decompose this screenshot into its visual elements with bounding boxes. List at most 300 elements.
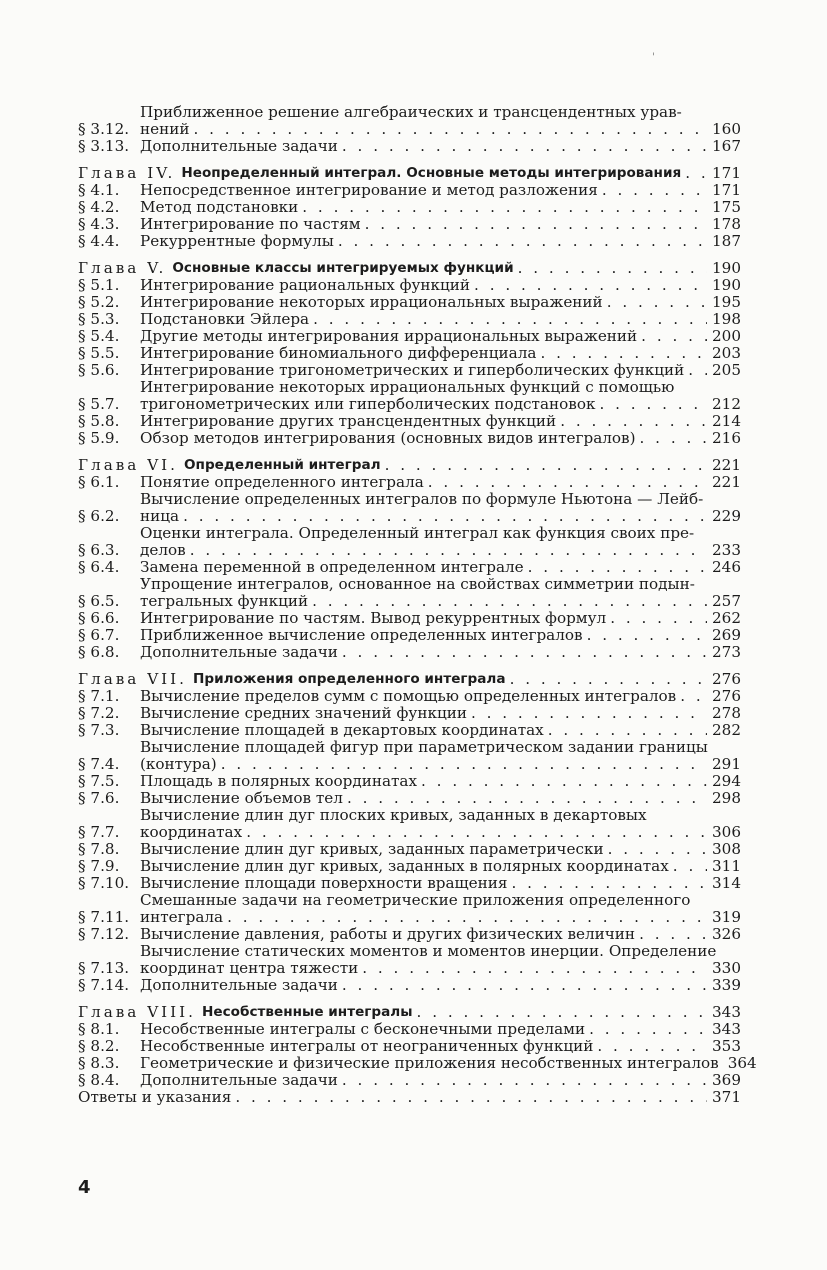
entry-line: [140, 1072, 741, 1089]
toc-entry[interactable]: [78, 474, 741, 491]
entry-body: [78, 165, 741, 182]
entry-body: [140, 362, 741, 379]
section-number: § 5.6.: [78, 361, 120, 379]
entry-title-line1: Приближенное решение алгебраических и трансцендентных урав-: [140, 103, 682, 121]
page-ref: 291: [712, 755, 741, 773]
entry-line: [140, 926, 741, 943]
entry-line: [140, 593, 741, 610]
dot-leader: [342, 1072, 707, 1089]
toc-entry[interactable]: [78, 1072, 741, 1089]
entry-title: Метод подстановки: [140, 198, 299, 216]
toc-entry[interactable]: [78, 722, 741, 739]
entry-title: Вычисление объемов тел: [140, 789, 343, 807]
section-number: § 5.3.: [78, 310, 120, 328]
entry-line: [140, 705, 741, 722]
page-ref: 343: [712, 1003, 741, 1021]
chapter-heading[interactable]: [78, 671, 741, 688]
dot-leader: [602, 182, 707, 199]
entry-title-line1: Смешанные задачи на геометрические приложения определенного: [140, 891, 691, 909]
page-ref: 282: [712, 721, 741, 739]
section-number: § 7.8.: [78, 840, 120, 858]
toc-entry[interactable]: [78, 559, 741, 576]
entry-line: [140, 977, 741, 994]
toc-entry[interactable]: [78, 138, 741, 155]
toc-entry[interactable]: [78, 773, 741, 790]
toc-entry[interactable]: [78, 182, 741, 199]
toc-entry[interactable]: [78, 379, 741, 413]
toc-entry[interactable]: [78, 926, 741, 943]
entry-line: [140, 430, 741, 447]
entry-title: Дополнительные задачи: [140, 976, 338, 994]
section-number: § 6.3.: [78, 541, 120, 559]
dot-leader: [338, 233, 707, 250]
entry-body: [140, 926, 741, 943]
toc-entry[interactable]: [78, 430, 741, 447]
dot-leader: [540, 345, 707, 362]
section-number: § 3.13.: [78, 137, 130, 155]
section-number: § 4.1.: [78, 181, 120, 199]
section-number: § 7.1.: [78, 687, 120, 705]
dot-leader: [597, 1038, 707, 1055]
page-ref: 269: [712, 626, 741, 644]
dot-leader: [365, 216, 707, 233]
page-ref: 308: [712, 840, 741, 858]
entry-title-line1: Интегрирование некоторых иррациональных функций с помощью: [140, 378, 675, 396]
entry-body: [140, 1054, 757, 1072]
dot-leader: [528, 559, 707, 576]
entry-body: [140, 491, 741, 525]
section-number: § 6.6.: [78, 609, 120, 627]
entry-line: [140, 756, 741, 773]
entry-title-line2: тегральных функций: [140, 592, 309, 610]
entry-body: [140, 739, 741, 773]
entry-title: Интегрирование других трансцендентных функций: [140, 412, 557, 430]
entry-title: Другие методы интегрирования иррациональных выражений: [140, 327, 638, 345]
entry-line: [140, 722, 741, 739]
entry-title: Вычисление средних значений функции: [140, 704, 467, 722]
page-ref: 221: [712, 456, 741, 474]
entry-body: [140, 1038, 741, 1055]
entry-title: Вычисление пределов сумм с помощью определенных интегралов: [140, 687, 677, 705]
entry-body: [140, 559, 741, 576]
dot-leader: [685, 165, 707, 182]
dot-leader: [518, 260, 707, 277]
entry-body: [140, 688, 741, 705]
dot-leader: [302, 199, 707, 216]
entry-body: [140, 277, 741, 294]
entry-line: [78, 1089, 741, 1106]
table-of-contents: [78, 103, 757, 1106]
entry-line: [140, 233, 741, 250]
page-ref: 276: [712, 687, 741, 705]
section-number: § 4.2.: [78, 198, 120, 216]
toc-entry[interactable]: [78, 807, 741, 841]
page-number: 4: [78, 1177, 91, 1198]
toc-entry[interactable]: [78, 328, 741, 345]
toc-entry[interactable]: [78, 1021, 741, 1038]
section-number: § 7.10.: [78, 874, 130, 892]
dot-leader: [587, 627, 707, 644]
entry-body: [140, 233, 741, 250]
entry-body: [78, 1004, 741, 1021]
chapter-label: Глава IV.: [78, 164, 176, 182]
entry-body: [140, 892, 741, 926]
chapter-heading[interactable]: [78, 260, 741, 277]
entry-body: [140, 610, 741, 627]
entry-line: [78, 1004, 741, 1021]
entry-title: Дополнительные задачи: [140, 643, 338, 661]
dot-leader: [342, 138, 707, 155]
chapter-label: Глава VII.: [78, 670, 187, 688]
dot-leader: [347, 790, 707, 807]
entry-line: [140, 858, 741, 875]
section-number: § 7.2.: [78, 704, 120, 722]
entry-title: Вычисление длин дуг кривых, заданных в полярных координатах: [140, 857, 669, 875]
page-ref: 221: [712, 473, 741, 491]
toc-entry[interactable]: [78, 841, 741, 858]
page-ref: 306: [712, 823, 741, 841]
toc-entry[interactable]: [78, 892, 741, 926]
entry-title: Несобственные интегралы от неограниченных функций: [140, 1037, 594, 1055]
entry-body: [140, 627, 741, 644]
entry-title-line2: координат центра тяжести: [140, 959, 359, 977]
dot-leader: [471, 705, 707, 722]
page-ref: 273: [712, 643, 741, 661]
entry-body: [140, 841, 741, 858]
entry-body: [140, 722, 741, 739]
page-ref: 262: [712, 609, 741, 627]
entry-title: Интегрирование биномиального дифференциала: [140, 344, 537, 362]
entry-body: [140, 328, 741, 345]
entry-title-line2: нений: [140, 120, 190, 138]
toc-entry[interactable]: [78, 644, 741, 661]
entry-title: Рекуррентные формулы: [140, 232, 334, 250]
entry-line: [140, 182, 741, 199]
entry-line: [140, 841, 741, 858]
section-number: § 5.5.: [78, 344, 120, 362]
entry-body: [140, 474, 741, 491]
section-number: § 5.8.: [78, 412, 120, 430]
dot-leader: [641, 328, 707, 345]
page-ref: 171: [712, 181, 741, 199]
entry-body: [140, 104, 741, 138]
entry-line: [140, 362, 741, 379]
entry-title-line1: Вычисление длин дуг плоских кривых, заданных в декартовых: [140, 806, 647, 824]
dot-leader: [688, 362, 707, 379]
toc-entry[interactable]: [78, 977, 741, 994]
page-ref: 278: [712, 704, 741, 722]
dot-leader: [421, 773, 707, 790]
section-number: § 6.2.: [78, 507, 120, 525]
entry-line: [78, 671, 741, 688]
entry-line: [140, 688, 741, 705]
page-ref: 214: [712, 412, 741, 430]
section-number: § 7.7.: [78, 823, 120, 841]
entry-body: [140, 138, 741, 155]
section-number: § 4.3.: [78, 215, 120, 233]
chapter-label: Глава VI.: [78, 456, 178, 474]
entry-title-line1: Оценки интеграла. Определенный интеграл как функция своих пре-: [140, 524, 695, 542]
toc-entry[interactable]: [78, 943, 741, 977]
page-ref: 276: [712, 670, 741, 688]
entry-title: Интегрирование тригонометрических и гиперболических функций: [140, 361, 685, 379]
dot-leader: [313, 311, 707, 328]
entry-title: Подстановки Эйлера: [140, 310, 310, 328]
entry-body: [140, 379, 741, 413]
dot-leader: [235, 1089, 707, 1106]
dot-leader: [599, 396, 707, 413]
entry-body: [140, 858, 741, 875]
entry-body: [140, 576, 741, 610]
section-number: § 8.2.: [78, 1037, 120, 1055]
chapter-heading[interactable]: [78, 457, 741, 474]
entry-body: [140, 644, 741, 661]
dot-leader: [183, 508, 707, 525]
entry-body: [140, 199, 741, 216]
entry-body: [140, 216, 741, 233]
entry-body: [140, 525, 741, 559]
toc-entry[interactable]: [78, 413, 741, 430]
page-ref: 216: [712, 429, 741, 447]
page-ref: 187: [712, 232, 741, 250]
dot-leader: [193, 121, 707, 138]
entry-title-line1: Вычисление определенных интегралов по формуле Ньютона — Лейб-: [140, 490, 704, 508]
toc-entry[interactable]: [78, 1038, 741, 1055]
corner-mark: ': [652, 52, 655, 63]
entry-title: Интегрирование по частям. Вывод рекуррентных формул: [140, 609, 607, 627]
entry-line: [140, 627, 741, 644]
entry-line: [140, 824, 741, 841]
entry-line: [78, 165, 741, 182]
chapter-heading[interactable]: [78, 165, 741, 182]
entry-line: [140, 277, 741, 294]
page-ref: 298: [712, 789, 741, 807]
chapter-title: Определенный интеграл: [184, 457, 381, 473]
entry-line: [140, 216, 741, 233]
entry-title: Вычисление длин дуг кривых, заданных параметрически: [140, 840, 604, 858]
entry-body: [140, 807, 741, 841]
entry-title: Вычисление давления, работы и других физических величин: [140, 925, 636, 943]
chapter-title: Основные классы интегрируемых функций: [172, 260, 514, 276]
section-number: § 7.13.: [78, 959, 130, 977]
chapter-title: Несобственные интегралы: [202, 1004, 413, 1020]
entry-title: Понятие определенного интеграла: [140, 473, 424, 491]
entry-body: [140, 182, 741, 199]
entry-line: [140, 508, 741, 525]
entry-body: [140, 773, 741, 790]
toc-entry[interactable]: [78, 1089, 741, 1106]
entry-line: [140, 909, 741, 926]
entry-title: Интегрирование по частям: [140, 215, 361, 233]
toc-entry[interactable]: [78, 610, 741, 627]
entry-title: Непосредственное интегрирование и метод разложения: [140, 181, 598, 199]
dot-leader: [312, 593, 707, 610]
entry-title-line2: ница: [140, 507, 180, 525]
entry-line: [140, 199, 741, 216]
dot-leader: [246, 824, 707, 841]
section-number: § 7.9.: [78, 857, 120, 875]
page-ref: 339: [712, 976, 741, 994]
section-number: § 8.4.: [78, 1071, 120, 1089]
dot-leader: [610, 610, 707, 627]
toc-entry[interactable]: [78, 739, 741, 773]
entry-line: [140, 1038, 741, 1055]
dot-leader: [227, 909, 707, 926]
entry-line: [140, 311, 741, 328]
entry-line: [140, 610, 741, 627]
page-ref: 257: [712, 592, 741, 610]
toc-entry[interactable]: [78, 362, 741, 379]
page-ref: 314: [712, 874, 741, 892]
page-ref: 171: [712, 164, 741, 182]
entry-title-line2: тригонометрических или гиперболических подстановок: [140, 395, 596, 413]
page-ref: 160: [712, 120, 741, 138]
entry-title: Дополнительные задачи: [140, 137, 338, 155]
chapter-label: Глава V.: [78, 259, 167, 277]
toc-entry[interactable]: [78, 705, 741, 722]
page-ref: 371: [712, 1088, 741, 1106]
entry-title: Дополнительные задачи: [140, 1071, 338, 1089]
page-ref: 319: [712, 908, 741, 926]
section-number: § 8.1.: [78, 1020, 120, 1038]
section-number: § 5.2.: [78, 293, 120, 311]
dot-leader: [680, 688, 707, 705]
toc-entry[interactable]: [78, 875, 741, 892]
toc-entry[interactable]: [78, 345, 741, 362]
entry-line: [140, 875, 741, 892]
toc-entry[interactable]: [78, 294, 741, 311]
entry-line: [140, 345, 741, 362]
section-number: § 6.1.: [78, 473, 120, 491]
entry-line: [140, 121, 741, 138]
entry-body: [140, 943, 741, 977]
entry-line: [140, 790, 741, 807]
entry-body: [78, 671, 741, 688]
toc-entry[interactable]: [78, 311, 741, 328]
section-number: § 4.4.: [78, 232, 120, 250]
dot-leader: [474, 277, 707, 294]
chapter-title: Неопределенный интеграл. Основные методы интегрирования: [181, 165, 682, 181]
toc-entry[interactable]: [78, 627, 741, 644]
section-number: § 7.6.: [78, 789, 120, 807]
entry-line: [140, 294, 741, 311]
entry-line: [140, 396, 741, 413]
toc-entry[interactable]: [78, 525, 741, 559]
section-number: § 6.8.: [78, 643, 120, 661]
page-ref: 311: [712, 857, 741, 875]
entry-line: [140, 559, 741, 576]
entry-body: [140, 294, 741, 311]
section-number: § 5.4.: [78, 327, 120, 345]
entry-line: [140, 1054, 757, 1072]
section-number: § 6.5.: [78, 592, 120, 610]
dot-leader: [385, 457, 707, 474]
dot-leader: [362, 960, 707, 977]
entry-title-line2: координатах: [140, 823, 243, 841]
section-number: § 5.7.: [78, 395, 120, 413]
toc-entry[interactable]: [78, 790, 741, 807]
dot-leader: [548, 722, 707, 739]
dot-leader: [417, 1004, 707, 1021]
entry-line: [140, 960, 741, 977]
entry-body: [78, 260, 741, 277]
dot-leader: [673, 858, 707, 875]
entry-line: [140, 474, 741, 491]
section-number: § 3.12.: [78, 120, 130, 138]
entry-line: [140, 644, 741, 661]
section-number: § 7.11.: [78, 908, 130, 926]
entry-line: [78, 260, 741, 277]
entry-body: [140, 413, 741, 430]
page-ref: 175: [712, 198, 741, 216]
page-ref: 326: [712, 925, 741, 943]
page-ref: 167: [712, 137, 741, 155]
toc-entry[interactable]: [78, 233, 741, 250]
entry-body: [140, 1072, 741, 1089]
entry-title: Интегрирование некоторых иррациональных выражений: [140, 293, 603, 311]
section-number: § 6.4.: [78, 558, 120, 576]
toc-entry[interactable]: [78, 491, 741, 525]
page-ref: 200: [712, 327, 741, 345]
entry-title-line2: делов: [140, 541, 186, 559]
section-number: § 7.4.: [78, 755, 120, 773]
section-number: § 8.3.: [78, 1054, 120, 1072]
page-ref: 246: [712, 558, 741, 576]
toc-entry[interactable]: [78, 104, 741, 138]
entry-title: Интегрирование рациональных функций: [140, 276, 471, 294]
entry-body: [78, 1089, 741, 1106]
entry-title-line2: интеграла: [140, 908, 224, 926]
chapter-heading[interactable]: [78, 1004, 741, 1021]
entry-title: Замена переменной в определенном интеграле: [140, 558, 524, 576]
toc-entry[interactable]: [78, 216, 741, 233]
section-number: § 5.9.: [78, 429, 120, 447]
section-number: § 7.3.: [78, 721, 120, 739]
toc-entry[interactable]: [78, 688, 741, 705]
entry-title: Вычисление площади поверхности вращения: [140, 874, 508, 892]
entry-title: Площадь в полярных координатах: [140, 772, 418, 790]
toc-entry[interactable]: [78, 277, 741, 294]
section-number: § 7.5.: [78, 772, 120, 790]
toc-entry[interactable]: [78, 576, 741, 610]
page-ref: 198: [712, 310, 741, 328]
section-number: § 7.14.: [78, 976, 130, 994]
entry-title: Несобственные интегралы с бесконечными пределами: [140, 1020, 586, 1038]
entry-title-line1: Вычисление статических моментов и моментов инерции. Определение: [140, 942, 717, 960]
toc-entry[interactable]: [78, 1054, 757, 1072]
page-ref: 330: [712, 959, 741, 977]
page-ref: 364: [727, 1054, 757, 1072]
entry-line: [140, 1021, 741, 1038]
dot-leader: [510, 671, 707, 688]
chapter-title: Приложения определенного интеграла: [193, 671, 506, 687]
entry-title: Обзор методов интегрирования (основных видов интегралов): [140, 429, 636, 447]
chapter-label: Глава VIII.: [78, 1003, 196, 1021]
toc-entry[interactable]: [78, 858, 741, 875]
toc-entry[interactable]: [78, 199, 741, 216]
section-number: § 5.1.: [78, 276, 120, 294]
dot-leader: [342, 644, 707, 661]
entry-line: [140, 773, 741, 790]
page-ref: 353: [712, 1037, 741, 1055]
page-ref: 294: [712, 772, 741, 790]
section-number: § 7.12.: [78, 925, 130, 943]
entry-line: [140, 328, 741, 345]
entry-body: [140, 875, 741, 892]
page-ref: 369: [712, 1071, 741, 1089]
entry-line: [140, 413, 741, 430]
entry-body: [140, 311, 741, 328]
